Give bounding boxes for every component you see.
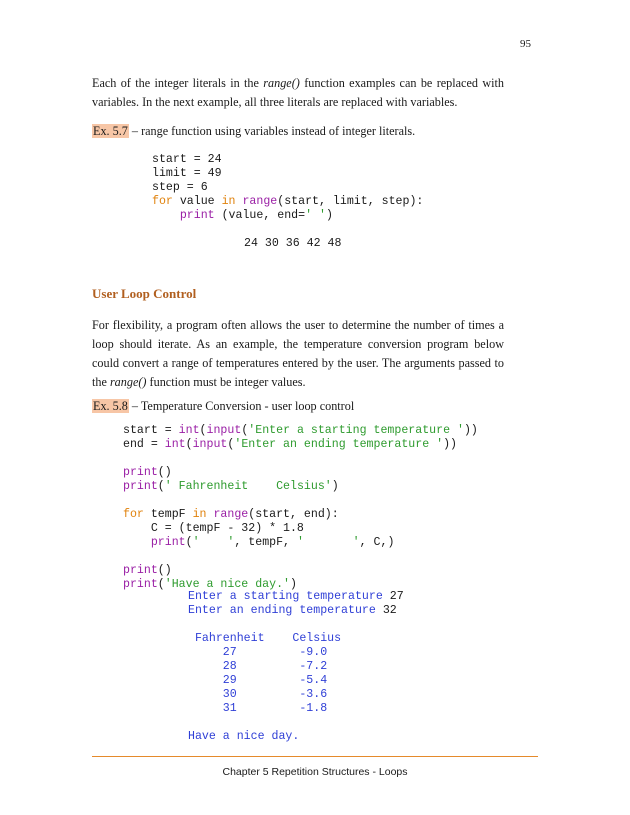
section-heading: User Loop Control xyxy=(92,286,197,301)
example-5-8-caption: Ex. 5.8 – Temperature Conversion - user loop control xyxy=(93,399,355,413)
prompt-line: Enter a starting temperature 27 xyxy=(188,590,404,603)
table-row: 28 -7.2 xyxy=(222,660,328,673)
example-5-7-caption: Ex. 5.7 – range function using variables instead of integer literals. xyxy=(93,124,416,138)
output-5-8 xyxy=(188,590,404,744)
section-paragraph: For flexibility, a program often allows the user to determine the number of times a loop should iterate. As an example, the temperature conversion program below could convert a range of temperatures entered by the user. The arguments passed to the range() function must be integer values. xyxy=(92,318,504,389)
range-function-name: range() xyxy=(263,76,300,90)
prompt-line: Enter an ending temperature 32 xyxy=(188,604,397,617)
code-line: print() xyxy=(123,564,172,577)
table-row: 29 -5.4 xyxy=(222,674,328,687)
table-header: Fahrenheit Celsius xyxy=(188,632,342,645)
code-line: start = 24 xyxy=(152,153,222,166)
code-line: print(' ', tempF, ' ', C,) xyxy=(150,536,395,549)
page-number: 95 xyxy=(520,38,531,50)
code-line: for value in range(start, limit, step): xyxy=(152,195,424,208)
table-row: 31 -1.8 xyxy=(222,702,328,715)
code-line: for tempF in range(start, end): xyxy=(123,508,339,521)
footer-chapter-title: Chapter 5 Repetition Structures - Loops xyxy=(222,766,408,778)
code-block-5-8 xyxy=(123,424,478,592)
example-label: Ex. 5.7 xyxy=(93,124,128,138)
code-line: step = 6 xyxy=(152,181,208,194)
code-line: limit = 49 xyxy=(152,167,222,180)
intro-paragraph: Each of the integer literals in the range() function examples can be replaced with variables. In the next example, all three literals are replaced with variables. xyxy=(92,76,504,109)
range-function-name: range() xyxy=(109,375,147,389)
table-row: 27 -9.0 xyxy=(222,646,328,659)
example-label: Ex. 5.8 xyxy=(93,399,128,413)
code-line: start = int(input('Enter a starting temperature ')) xyxy=(123,424,478,437)
code-line: print (value, end=' ') xyxy=(179,209,333,222)
farewell-line: Have a nice day. xyxy=(188,730,300,743)
code-line: print() xyxy=(123,466,172,479)
footer-divider xyxy=(92,756,538,757)
output-5-7: 24 30 36 42 48 xyxy=(244,237,342,250)
code-line: C = (tempF - 32) * 1.8 xyxy=(123,522,304,535)
code-block-5-7 xyxy=(152,153,423,223)
table-row: 30 -3.6 xyxy=(222,688,328,701)
code-line: print(' Fahrenheit Celsius') xyxy=(123,480,339,493)
code-line: end = int(input('Enter an ending temperature ')) xyxy=(123,438,458,451)
code-line: print('Have a nice day.') xyxy=(123,578,297,591)
